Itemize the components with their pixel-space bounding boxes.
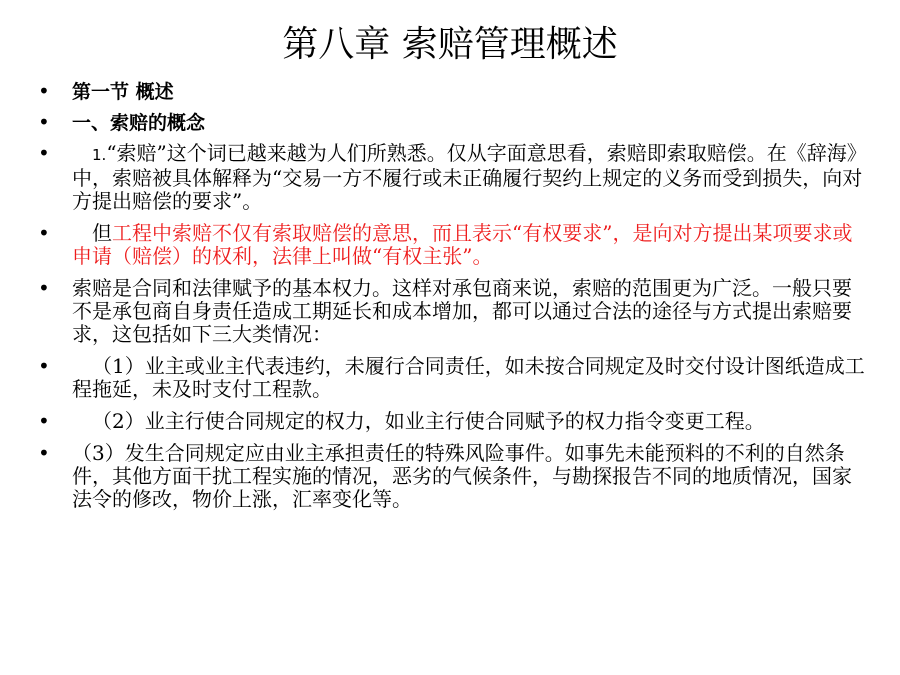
case-3-text: （3）发生合同规定应由业主承担责任的特殊风险事件。如事先未能预料的不利的自然条件，其他方面干扰工程实施的情况，恶劣的气候条件，与勘探报告不同的地质情况，国家法令的修改，物价上涨，汇率变化等。 (72, 441, 852, 511)
case-2-text: （2）业主行使合同规定的权力，如业主行使合同赋予的权力指令变更工程。 (92, 409, 765, 433)
bullet-item-section-heading (38, 80, 866, 104)
basic-right-text: 索赔是合同和法律赋予的基本权力。这样对承包商来说，索赔的范围更为广泛。一般只要不是承包商自身责任造成工期延长和成本增加，都可以通过合法的途径与方式提出索赔要求，这包括如下三大类情况： (72, 276, 852, 346)
bullet-item-case-3 (38, 442, 866, 511)
bullet-icon: • (38, 354, 50, 378)
bullet-list (38, 80, 866, 520)
section-heading: 第一节 概述 (72, 81, 174, 103)
bullet-icon: • (38, 110, 50, 134)
bullet-item-definition (38, 142, 866, 213)
bullet-item-case-2 (38, 410, 866, 433)
bullet-item-concept-heading (38, 111, 866, 135)
bullet-icon: • (38, 409, 50, 433)
bullet-item-basic-right (38, 277, 866, 346)
definition-text: “索赔”这个词已越来越为人们所熟悉。仅从字面意思看，索赔即索取赔偿。在《辞海》中，索赔被具体解释为“交易一方不履行或未正确履行契约上规定的义务而受到损失，向对方提出赔偿的要求”。 (72, 141, 863, 213)
highlight-text: 工程中索赔不仅有索取赔偿的意思，而且表示“有权要求”，是向对方提出某项要求或申请（赔偿）的权利，法律上叫做“有权主张”。 (72, 221, 853, 268)
bullet-icon: • (38, 441, 50, 465)
bullet-item-highlight (38, 222, 866, 268)
highlight-prefix: 但 (92, 221, 112, 245)
case-1-text: （1）业主或业主代表违约，未履行合同责任，如未按合同规定及时交付设计图纸造成工程拖延，未及时支付工程款。 (72, 354, 865, 401)
slide-title: 第八章 索赔管理概述 (282, 24, 618, 65)
bullet-icon: • (38, 79, 50, 103)
bullet-icon: • (38, 221, 50, 245)
bullet-icon: • (38, 276, 50, 300)
concept-heading: 一、索赔的概念 (72, 112, 206, 134)
bullet-icon: • (38, 141, 50, 165)
bullet-item-case-1 (38, 355, 866, 401)
item-number: 1. (92, 146, 107, 164)
